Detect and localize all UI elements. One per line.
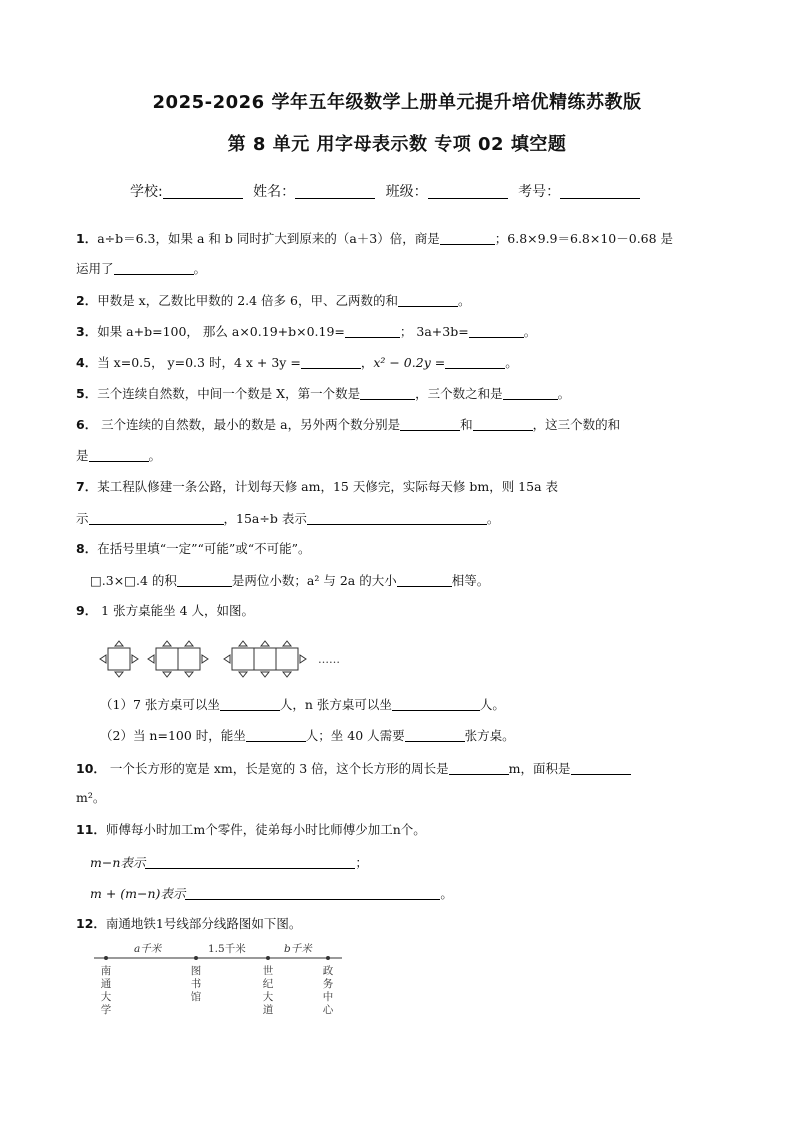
question-text: 示 [76,511,89,526]
question-8 [76,543,311,556]
seat-triangle [163,672,171,677]
answer-blank[interactable] [440,232,495,245]
question-text: ，这三个数的和 [532,417,621,432]
seat-triangle [115,672,123,677]
question-8-cont [90,574,489,588]
question-text: 一个长方形的宽是 xm，长是宽的 3 倍，这个长方形的周长是 [105,761,449,776]
segment-label: 1.5千米 [208,943,246,955]
answer-blank[interactable] [571,762,631,775]
answer-blank[interactable] [185,887,440,900]
seat-triangle [239,672,247,677]
station-dot [104,956,108,960]
answer-blank[interactable] [473,418,533,431]
seat-triangle [202,655,208,663]
question-number: 1． [76,231,98,246]
station-dot [266,956,270,960]
question-text: m−n表示 [90,855,146,870]
table-square [156,648,178,670]
question-7-cont [76,512,499,526]
answer-blank[interactable] [246,729,306,742]
question-text: ； [355,855,368,870]
question-11-line-2 [90,856,368,870]
question-text: ，15a÷b 表示 [223,511,307,526]
class-label: 班级： [385,184,428,200]
seat-triangle [185,672,193,677]
seat-triangle [224,655,230,663]
table-square [276,648,298,670]
question-text: 是两位小数；a² 与 2a 的大小 [231,573,397,588]
seat-triangle [185,641,193,646]
question-text: 当 x=0.5， y=0.3 时，4 x + 3y = [97,355,301,370]
segment-label: a千米 [134,943,162,955]
station-label: 图书馆 [190,965,202,1003]
station-dot [326,956,330,960]
question-text: ， [360,355,374,370]
question-number: 5． [76,386,98,401]
answer-blank[interactable] [220,698,280,711]
question-text: m，面积是 [508,761,571,776]
answer-blank[interactable] [397,574,452,587]
question-10-cont [76,792,105,805]
seat-triangle [283,672,291,677]
question-text: 是 [76,448,89,463]
question-text: 师傅每小时加工m个零件，徒弟每小时比师傅少加工n个。 [105,822,426,837]
question-text: 。 [505,355,518,370]
question-text: 人；坐 40 人需要 [305,728,405,743]
segment-label: b千米 [284,943,312,955]
seat-triangle [100,655,106,663]
question-text: 张方桌。 [464,728,515,743]
answer-blank[interactable] [177,574,232,587]
seat-triangle [115,641,123,646]
question-number: 7． [76,479,98,494]
question-number: 12． [76,916,106,931]
question-number: 11． [76,822,106,837]
question-text: 。 [457,293,471,308]
answer-blank[interactable] [89,449,149,462]
answer-blank[interactable] [400,418,460,431]
question-text: ，三个数之和是 [415,386,503,401]
class-blank[interactable] [428,184,508,199]
question-text: 人，n 张方桌可以坐 [279,697,392,712]
answer-blank[interactable] [392,698,480,711]
question-6 [76,418,620,432]
question-text: 某工程队修建一条公路，计划每天修 am，15 天修完，实际每天修 bm，则 15a 表 [97,479,558,494]
exam-no-label: 考号： [518,184,561,200]
table-square [232,648,254,670]
answer-blank[interactable] [398,294,458,307]
ellipsis: …… [318,653,340,666]
exam-no-blank[interactable] [560,184,640,199]
station-label: 世纪大道 [262,965,274,1016]
question-text: 。 [193,261,207,276]
question-9-part-2 [100,729,515,743]
table-seating-diagram [96,638,356,680]
question-text: 。 [557,386,571,401]
answer-blank[interactable] [114,262,194,275]
answer-blank[interactable] [445,356,505,369]
question-text: 三个连续自然数，中间一个数是 X，第一个数是 [97,386,361,401]
answer-blank[interactable] [89,512,224,525]
question-text: □.3×□.4 的积 [90,573,177,588]
question-text: a÷b＝6.3，如果 a 和 b 同时扩大到原来的（a＋3）倍，商是 [97,231,440,246]
question-9-part-1 [100,698,505,712]
question-5 [76,387,570,401]
question-3 [76,325,536,339]
seat-triangle [148,655,154,663]
question-text: 在括号里填“一定”“可能”或“不可能”。 [97,541,311,556]
station-label: 南通大学 [100,965,112,1016]
name-blank[interactable] [295,184,375,199]
question-text: （2）当 n=100 时，能坐 [100,728,246,743]
seat-triangle [283,641,291,646]
question-6-cont [76,449,161,463]
question-text: 三个连续的自然数，最小的数是 a，另外两个数分别是 [97,417,401,432]
question-number: 3． [76,324,98,339]
question-text: 甲数是 x，乙数比甲数的 2.4 倍多 6，甲、乙两数的和 [97,293,398,308]
answer-blank[interactable] [301,356,361,369]
school-label: 学校: [130,184,163,200]
metro-line-diagram [90,938,350,1028]
question-text: 。 [486,511,500,526]
page-title: 2025-2026 学年五年级数学上册单元提升培优精练苏教版 [152,92,642,113]
question-11-line-3 [90,887,453,901]
table-square [254,648,276,670]
question-10 [76,762,631,776]
question-1 [76,232,673,246]
answer-blank[interactable] [307,512,487,525]
answer-blank[interactable] [449,762,509,775]
question-9 [76,605,254,618]
question-number: 2． [76,293,98,308]
question-text: 和 [460,417,473,432]
question-text: 。 [523,324,537,339]
question-text: m²。 [76,790,106,805]
page-subtitle: 第 8 单元 用字母表示数 专项 02 填空题 [227,134,567,155]
question-text: 运用了 [76,261,114,276]
question-text: （1）7 张方桌可以坐 [100,697,220,712]
question-7 [76,481,558,494]
question-text: 人。 [479,697,505,712]
seat-triangle [300,655,306,663]
question-1-cont [76,262,206,276]
question-text: 1 张方桌能坐 4 人，如图。 [97,603,255,618]
question-number: 6． [76,417,98,432]
question-text: 。 [440,886,453,901]
seat-triangle [261,672,269,677]
answer-blank[interactable] [345,325,400,338]
question-number: 9． [76,603,98,618]
question-number: 4． [76,355,98,370]
student-info-row [130,181,646,201]
station-dot [194,956,198,960]
seat-triangle [261,641,269,646]
question-text: ；6.8×9.9＝6.8×10－0.68 是 [494,231,674,246]
answer-blank[interactable] [360,387,415,400]
question-number: 8． [76,541,98,556]
math-expression: x² − 0.2y = [373,355,446,370]
question-text: m + (m−n)表示 [90,886,186,901]
question-text: 。 [148,448,162,463]
question-12 [76,918,301,931]
question-2 [76,294,471,308]
question-text: 如果 a+b=100， 那么 a×0.19+b×0.19= [97,324,345,339]
seat-triangle [239,641,247,646]
station-label: 政务中心 [322,965,334,1016]
question-number: 10． [76,761,106,776]
question-4 [76,356,518,370]
table-square [108,648,130,670]
question-11 [76,824,426,837]
answer-blank[interactable] [469,325,524,338]
seat-triangle [132,655,138,663]
answer-blank[interactable] [405,729,465,742]
table-square [178,648,200,670]
seat-triangle [163,641,171,646]
question-text: ； 3a+3b= [399,324,469,339]
school-blank[interactable] [163,184,243,199]
answer-blank[interactable] [503,387,558,400]
answer-blank[interactable] [145,856,355,869]
question-text: 南通地铁1号线部分线路图如下图。 [105,916,302,931]
question-text: 相等。 [451,573,490,588]
name-label: 姓名： [253,184,296,200]
